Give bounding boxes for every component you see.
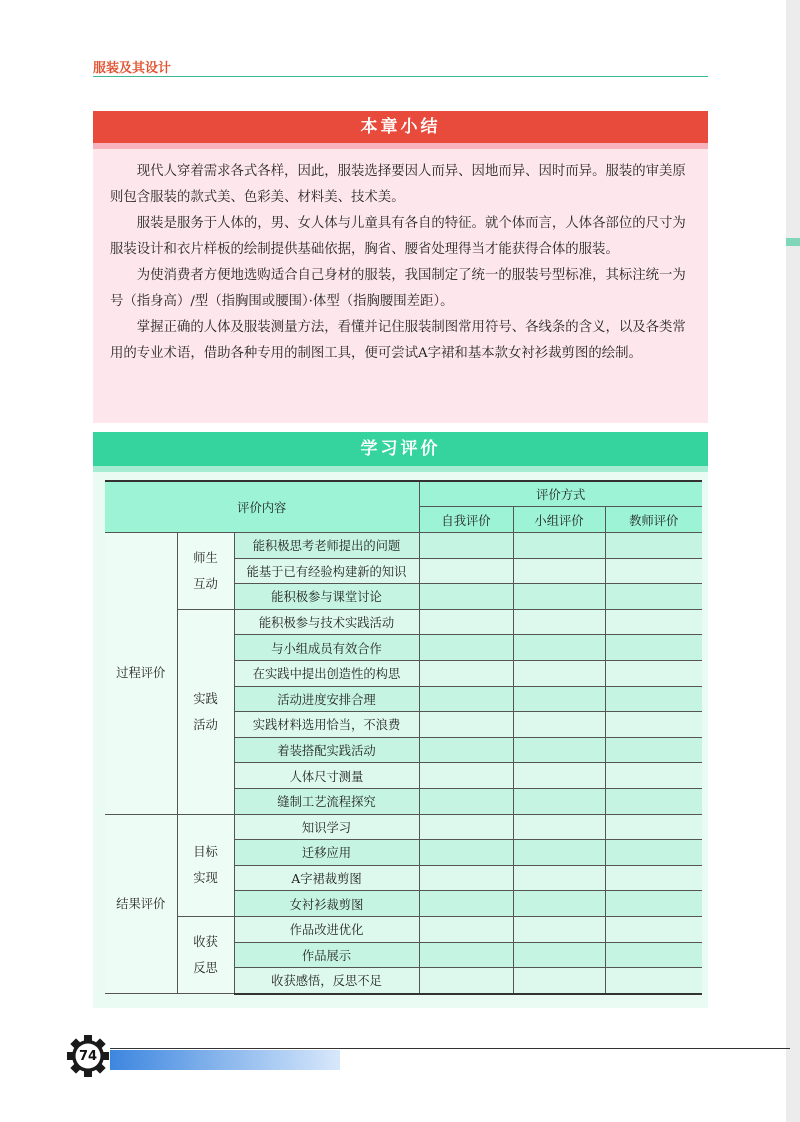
summary-body (93, 149, 708, 367)
teacher-evaluation-cell[interactable] (605, 788, 702, 814)
self-evaluation-cell[interactable] (419, 840, 513, 866)
evaluation-item: 缝制工艺流程探究 (234, 788, 419, 814)
teacher-evaluation-cell[interactable] (605, 968, 702, 994)
self-evaluation-cell[interactable] (419, 942, 513, 968)
group-evaluation-cell[interactable] (513, 968, 605, 994)
evaluation-category: 结果评价 (105, 814, 177, 994)
teacher-evaluation-cell[interactable] (605, 660, 702, 686)
evaluation-item: 与小组成员有效合作 (234, 635, 419, 661)
table-row (105, 533, 702, 559)
summary-paragraph: 现代人穿着需求各式各样，因此，服装选择要因人而异、因地而异、因时而异。服装的审美原则包含服装的款式美、色彩美、材料美、技术美。 (110, 164, 686, 205)
teacher-evaluation-cell[interactable] (605, 942, 702, 968)
summary-title: 本章小结 (93, 111, 708, 143)
evaluation-item: 能基于已有经验构建新的知识 (234, 558, 419, 584)
evaluation-item: 能积极参与课堂讨论 (234, 584, 419, 610)
group-evaluation-cell[interactable] (513, 942, 605, 968)
self-evaluation-cell[interactable] (419, 558, 513, 584)
teacher-evaluation-cell[interactable] (605, 840, 702, 866)
self-evaluation-cell[interactable] (419, 609, 513, 635)
group-evaluation-cell[interactable] (513, 891, 605, 917)
group-evaluation-cell[interactable] (513, 533, 605, 559)
teacher-evaluation-cell[interactable] (605, 865, 702, 891)
group-evaluation-cell[interactable] (513, 865, 605, 891)
evaluation-subcategory: 师生 互动 (177, 533, 234, 610)
page-edge-tab (786, 238, 800, 246)
self-evaluation-cell[interactable] (419, 968, 513, 994)
evaluation-item: 活动进度安排合理 (234, 686, 419, 712)
teacher-evaluation-cell[interactable] (605, 533, 702, 559)
group-evaluation-cell[interactable] (513, 558, 605, 584)
self-evaluation-cell[interactable] (419, 763, 513, 789)
table-row (105, 609, 702, 635)
teacher-evaluation-cell[interactable] (605, 584, 702, 610)
self-evaluation-cell[interactable] (419, 686, 513, 712)
summary-paragraph: 掌握正确的人体及服装测量方法，看懂并记住服装制图常用符号、各线条的含义，以及各类常用的专业术语，借助各种专用的制图工具，便可尝试A字裙和基本款女衬衫裁剪图的绘制。 (110, 320, 686, 361)
evaluation-title-stripe (93, 466, 708, 472)
page-edge-strip (786, 0, 800, 1122)
footer-gradient-bar (110, 1050, 340, 1070)
summary-paragraph: 为使消费者方便地选购适合自己身材的服装，我国制定了统一的服装号型标准，其标注统一为号（指身高）/型（指胸围或腰围）·体型（指胸腰围差距）。 (110, 268, 686, 309)
evaluation-item: 知识学习 (234, 814, 419, 840)
header-group-evaluation: 小组评价 (513, 507, 605, 533)
group-evaluation-cell[interactable] (513, 814, 605, 840)
teacher-evaluation-cell[interactable] (605, 891, 702, 917)
group-evaluation-cell[interactable] (513, 763, 605, 789)
evaluation-category: 过程评价 (105, 533, 177, 815)
group-evaluation-cell[interactable] (513, 635, 605, 661)
learning-evaluation-box (93, 432, 708, 1008)
evaluation-table (105, 480, 702, 995)
self-evaluation-cell[interactable] (419, 660, 513, 686)
header-teacher-evaluation: 教师评价 (605, 507, 702, 533)
footer-rule (110, 1048, 790, 1049)
teacher-evaluation-cell[interactable] (605, 763, 702, 789)
teacher-evaluation-cell[interactable] (605, 916, 702, 942)
self-evaluation-cell[interactable] (419, 737, 513, 763)
self-evaluation-cell[interactable] (419, 865, 513, 891)
evaluation-item: 作品展示 (234, 942, 419, 968)
evaluation-item: 收获感悟，反思不足 (234, 968, 419, 994)
header-rule (93, 76, 708, 77)
group-evaluation-cell[interactable] (513, 660, 605, 686)
group-evaluation-cell[interactable] (513, 609, 605, 635)
self-evaluation-cell[interactable] (419, 584, 513, 610)
evaluation-subcategory: 目标 实现 (177, 814, 234, 916)
evaluation-item: 迁移应用 (234, 840, 419, 866)
evaluation-item: 作品改进优化 (234, 916, 419, 942)
teacher-evaluation-cell[interactable] (605, 558, 702, 584)
self-evaluation-cell[interactable] (419, 788, 513, 814)
self-evaluation-cell[interactable] (419, 916, 513, 942)
group-evaluation-cell[interactable] (513, 686, 605, 712)
chapter-summary-box (93, 111, 708, 423)
teacher-evaluation-cell[interactable] (605, 635, 702, 661)
evaluation-item: 在实践中提出创造性的构思 (234, 660, 419, 686)
teacher-evaluation-cell[interactable] (605, 737, 702, 763)
group-evaluation-cell[interactable] (513, 840, 605, 866)
evaluation-table-body (105, 533, 702, 994)
evaluation-subcategory: 收获 反思 (177, 916, 234, 993)
evaluation-item: 人体尺寸测量 (234, 763, 419, 789)
evaluation-subcategory: 实践 活动 (177, 609, 234, 814)
evaluation-item: A字裙裁剪图 (234, 865, 419, 891)
group-evaluation-cell[interactable] (513, 916, 605, 942)
self-evaluation-cell[interactable] (419, 635, 513, 661)
evaluation-item: 能积极思考老师提出的问题 (234, 533, 419, 559)
summary-paragraph: 服装是服务于人体的，男、女人体与儿童具有各自的特征。就个体而言，人体各部位的尺寸为服装设计和衣片样板的绘制提供基础依据，胸省、腰省处理得当才能获得合体的服装。 (110, 216, 686, 257)
evaluation-item: 能积极参与技术实践活动 (234, 609, 419, 635)
running-head: 服装及其设计 (93, 61, 172, 76)
header-evaluation-content: 评价内容 (105, 481, 419, 533)
evaluation-item: 着装搭配实践活动 (234, 737, 419, 763)
group-evaluation-cell[interactable] (513, 788, 605, 814)
teacher-evaluation-cell[interactable] (605, 686, 702, 712)
table-row (105, 814, 702, 840)
table-row (105, 916, 702, 942)
self-evaluation-cell[interactable] (419, 712, 513, 738)
group-evaluation-cell[interactable] (513, 712, 605, 738)
header-evaluation-method: 评价方式 (419, 481, 702, 507)
self-evaluation-cell[interactable] (419, 814, 513, 840)
page-number: 74 (78, 1049, 98, 1064)
teacher-evaluation-cell[interactable] (605, 814, 702, 840)
teacher-evaluation-cell[interactable] (605, 609, 702, 635)
self-evaluation-cell[interactable] (419, 891, 513, 917)
group-evaluation-cell[interactable] (513, 584, 605, 610)
header-self-evaluation: 自我评价 (419, 507, 513, 533)
teacher-evaluation-cell[interactable] (605, 712, 702, 738)
group-evaluation-cell[interactable] (513, 737, 605, 763)
evaluation-item: 实践材料选用恰当，不浪费 (234, 712, 419, 738)
evaluation-item: 女衬衫裁剪图 (234, 891, 419, 917)
evaluation-title: 学习评价 (93, 432, 708, 466)
self-evaluation-cell[interactable] (419, 533, 513, 559)
